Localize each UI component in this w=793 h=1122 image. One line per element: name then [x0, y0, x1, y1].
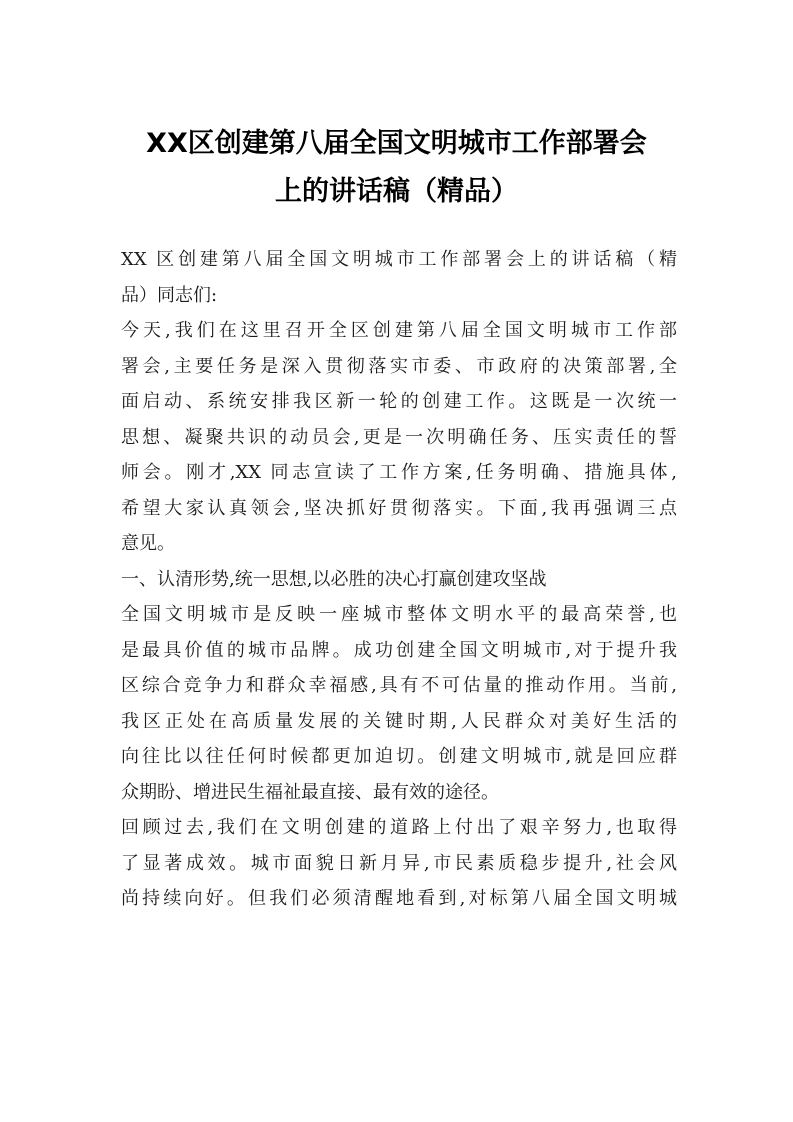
body-line-7: 师会。刚才,XX 同志宣读了工作方案,任务明确、措施具体, [121, 462, 677, 483]
body-line-1: XX 区创建第八届全国文明城市工作部署会上的讲话稿（精 [121, 249, 677, 270]
body-line-2: 品）同志们: [121, 284, 218, 306]
body-line-19: 尚持续向好。但我们必须清醒地看到,对标第八届全国文明城 [121, 888, 677, 909]
body-line-5: 面启动、系统安排我区新一轮的创建工作。这既是一次统一 [121, 391, 677, 412]
section-heading-1: 一、认清形势,统一思想,以必胜的决心打赢创建攻坚战 [121, 568, 547, 590]
body-line-8: 希望大家认真领会,坚决抓好贯彻落实。下面,我再强调三点 [121, 497, 677, 519]
body-line-4: 署会,主要任务是深入贯彻落实市委、市政府的决策部署,全 [121, 355, 677, 377]
document-body [121, 242, 677, 917]
body-line-6: 思想、凝聚共识的动员会,更是一次明确任务、压实责任的誓 [121, 426, 677, 448]
document-title-line-1: XX区创建第八届全国文明城市工作部署会 [146, 128, 647, 159]
body-line-16: 众期盼、增进民生福祉最直接、最有效的途径。 [121, 781, 499, 803]
body-line-12: 是最具价值的城市品牌。成功创建全国文明城市,对于提升我 [121, 639, 677, 661]
body-line-18: 了显著成效。城市面貌日新月异,市民素质稳步提升,社会风 [121, 852, 677, 874]
body-line-14: 我区正处在高质量发展的关键时期,人民群众对美好生活的 [121, 710, 677, 732]
body-line-3: 今天,我们在这里召开全区创建第八届全国文明城市工作部 [121, 320, 677, 341]
document-title-line-2: 上的讲话稿（精品） [275, 176, 518, 207]
body-line-11: 全国文明城市是反映一座城市整体文明水平的最高荣誉,也 [121, 604, 677, 625]
body-line-17: 回顾过去,我们在文明创建的道路上付出了艰辛努力,也取得 [121, 817, 677, 838]
body-line-13: 区综合竞争力和群众幸福感,具有不可估量的推动作用。当前, [121, 675, 677, 696]
body-line-15: 向往比以往任何时候都更加迫切。创建文明城市,就是回应群 [121, 746, 677, 767]
body-line-9: 意见。 [121, 533, 175, 554]
